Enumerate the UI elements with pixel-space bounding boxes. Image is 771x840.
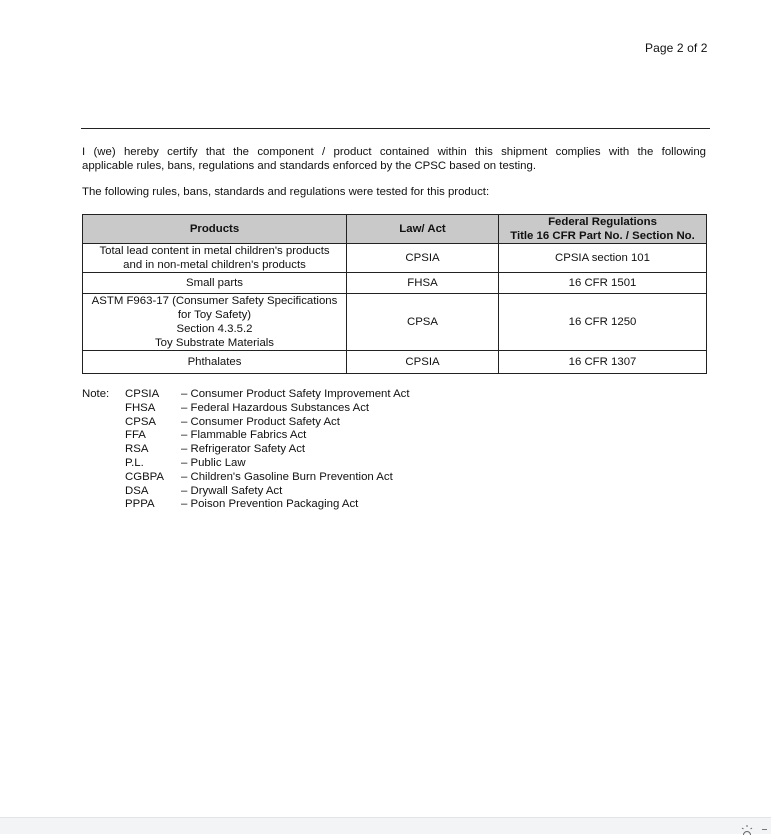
regulations-table xyxy=(82,214,707,374)
note-abbr: PPPA xyxy=(125,498,155,511)
table-row xyxy=(83,244,707,273)
header-products: Products xyxy=(83,215,347,244)
table-header-row xyxy=(83,215,707,244)
product-cell xyxy=(83,351,347,374)
certification-line-1: I (we) hereby certify that the component / product contained within this shipment complies with the following xyxy=(82,146,706,158)
product-line: Small parts xyxy=(186,277,243,289)
note-definition: – Public Law xyxy=(181,456,246,469)
law-cell: CPSIA xyxy=(347,351,499,374)
table-row xyxy=(83,294,707,351)
law-cell: FHSA xyxy=(347,273,499,294)
note-abbr: DSA xyxy=(125,484,149,497)
law-cell: CPSA xyxy=(347,294,499,351)
product-line: and in non-metal children's products xyxy=(123,259,306,271)
product-cell xyxy=(83,294,347,351)
header-divider xyxy=(81,128,710,129)
note-definition: – Flammable Fabrics Act xyxy=(181,429,307,442)
note-definition: – Federal Hazardous Substances Act xyxy=(181,401,370,414)
table-row xyxy=(83,351,707,374)
note-abbr: FFA xyxy=(125,429,146,442)
note-abbr: CPSIA xyxy=(125,388,160,400)
product-line: Total lead content in metal children's products xyxy=(99,245,330,257)
note-definition: – Consumer Product Safety Improvement Act xyxy=(181,388,410,400)
minimize-mark xyxy=(762,829,767,830)
law-cell: CPSIA xyxy=(347,244,499,273)
header-federal-line-1: Federal Regulations xyxy=(548,216,657,228)
note-abbr: CGBPA xyxy=(125,470,165,483)
product-cell xyxy=(83,273,347,294)
product-line: Toy Substrate Materials xyxy=(154,337,275,349)
page-number: Page 2 of 2 xyxy=(645,41,708,55)
note-abbr: CPSA xyxy=(125,415,157,428)
certification-line-2: applicable rules, bans, regulations and standards enforced by the CPSC based on testing. xyxy=(82,160,537,172)
note-definition: – Children's Gasoline Burn Prevention Act xyxy=(181,470,393,483)
product-line: for Toy Safety) xyxy=(177,309,252,321)
note-abbr: FHSA xyxy=(125,401,156,414)
brightness-icon[interactable] xyxy=(741,822,753,832)
header-federal-regulations xyxy=(499,215,707,244)
note-abbr: P.L. xyxy=(125,456,144,469)
product-line: ASTM F963-17 (Consumer Safety Specifications xyxy=(91,295,338,307)
regulation-cell: 16 CFR 1250 xyxy=(499,294,707,351)
note-definition: – Refrigerator Safety Act xyxy=(181,443,306,456)
product-line: Section 4.3.5.2 xyxy=(176,323,253,335)
header-federal-line-2: Title 16 CFR Part No. / Section No. xyxy=(510,230,695,242)
header-law-act: Law/ Act xyxy=(347,215,499,244)
product-cell xyxy=(83,244,347,273)
note-label: Note: xyxy=(82,388,110,400)
note-abbr: RSA xyxy=(125,443,149,456)
regulation-cell: 16 CFR 1501 xyxy=(499,273,707,294)
certification-statement xyxy=(82,145,706,173)
regulation-cell: 16 CFR 1307 xyxy=(499,351,707,374)
note-definition: – Poison Prevention Packaging Act xyxy=(181,498,359,511)
note-definition: – Consumer Product Safety Act xyxy=(181,415,340,428)
product-line: Phthalates xyxy=(187,356,242,368)
table-row xyxy=(83,273,707,294)
regulation-cell: CPSIA section 101 xyxy=(499,244,707,273)
viewer-bottom-toolbar xyxy=(0,817,771,834)
tested-intro: The following rules, bans, standards and regulations were tested for this product: xyxy=(82,186,490,198)
note-definition: – Drywall Safety Act xyxy=(181,484,283,497)
